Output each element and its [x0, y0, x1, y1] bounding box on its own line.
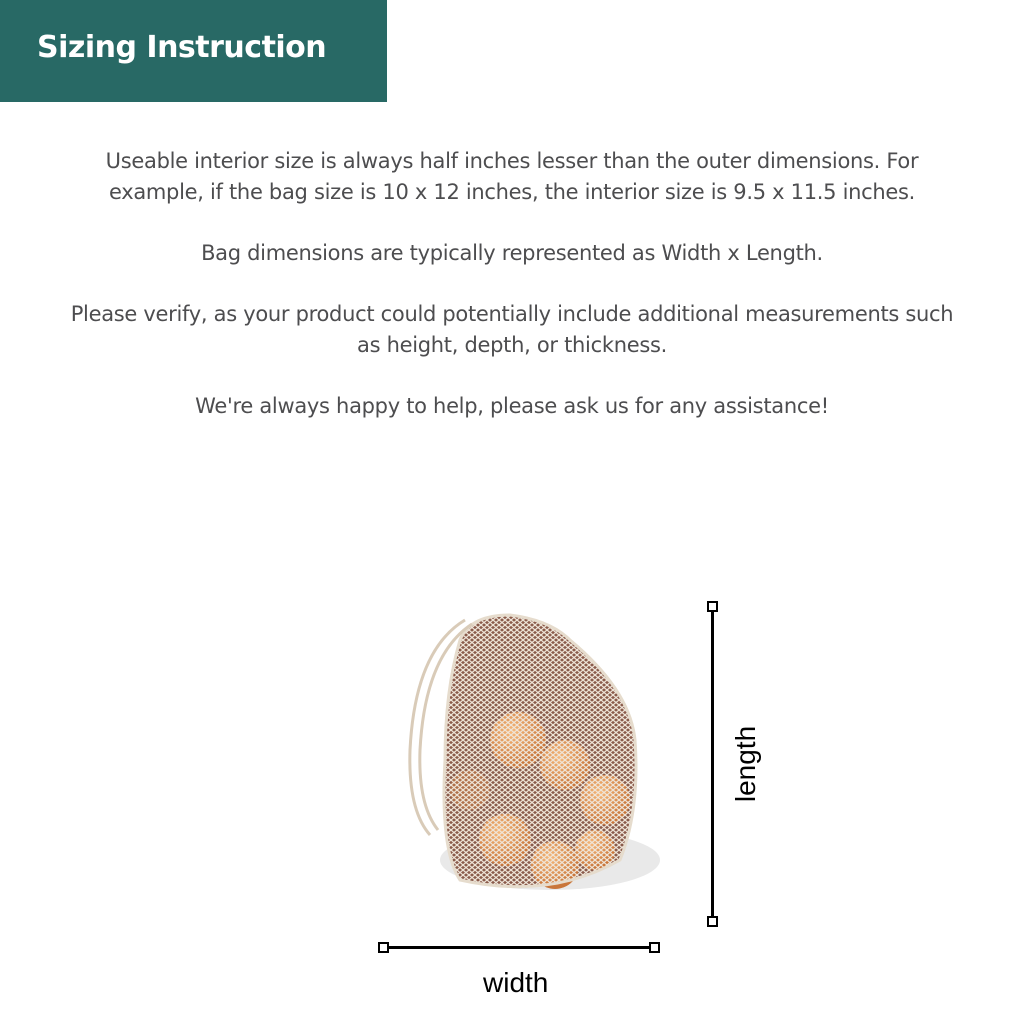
length-label: length [730, 725, 762, 803]
width-cap-left [378, 942, 389, 953]
page-title: Sizing Instruction [37, 30, 327, 65]
mesh-bag-image [400, 610, 660, 900]
width-label: width [483, 967, 549, 998]
length-cap-top [707, 601, 718, 612]
paragraph-help: We're always happy to help, please ask us for any assistance! [195, 394, 829, 418]
length-line [711, 608, 714, 920]
paragraph-dimensions-format: Bag dimensions are typically represented as Width x Length. [201, 241, 823, 265]
length-cap-bottom [707, 916, 718, 927]
width-line [386, 946, 652, 949]
paragraph-verify: Please verify, as your product could potentially include additional measurements such as height, depth, or thickness. [70, 302, 954, 357]
header-banner [0, 0, 387, 102]
sizing-instructions [60, 146, 964, 452]
paragraph-interior-size: Useable interior size is always half inches lesser than the outer dimensions. For example, if the bag size is 10 x 12 inches, the interior size is 9.5 x 11.5 inches. [105, 149, 919, 204]
width-cap-right [649, 942, 660, 953]
